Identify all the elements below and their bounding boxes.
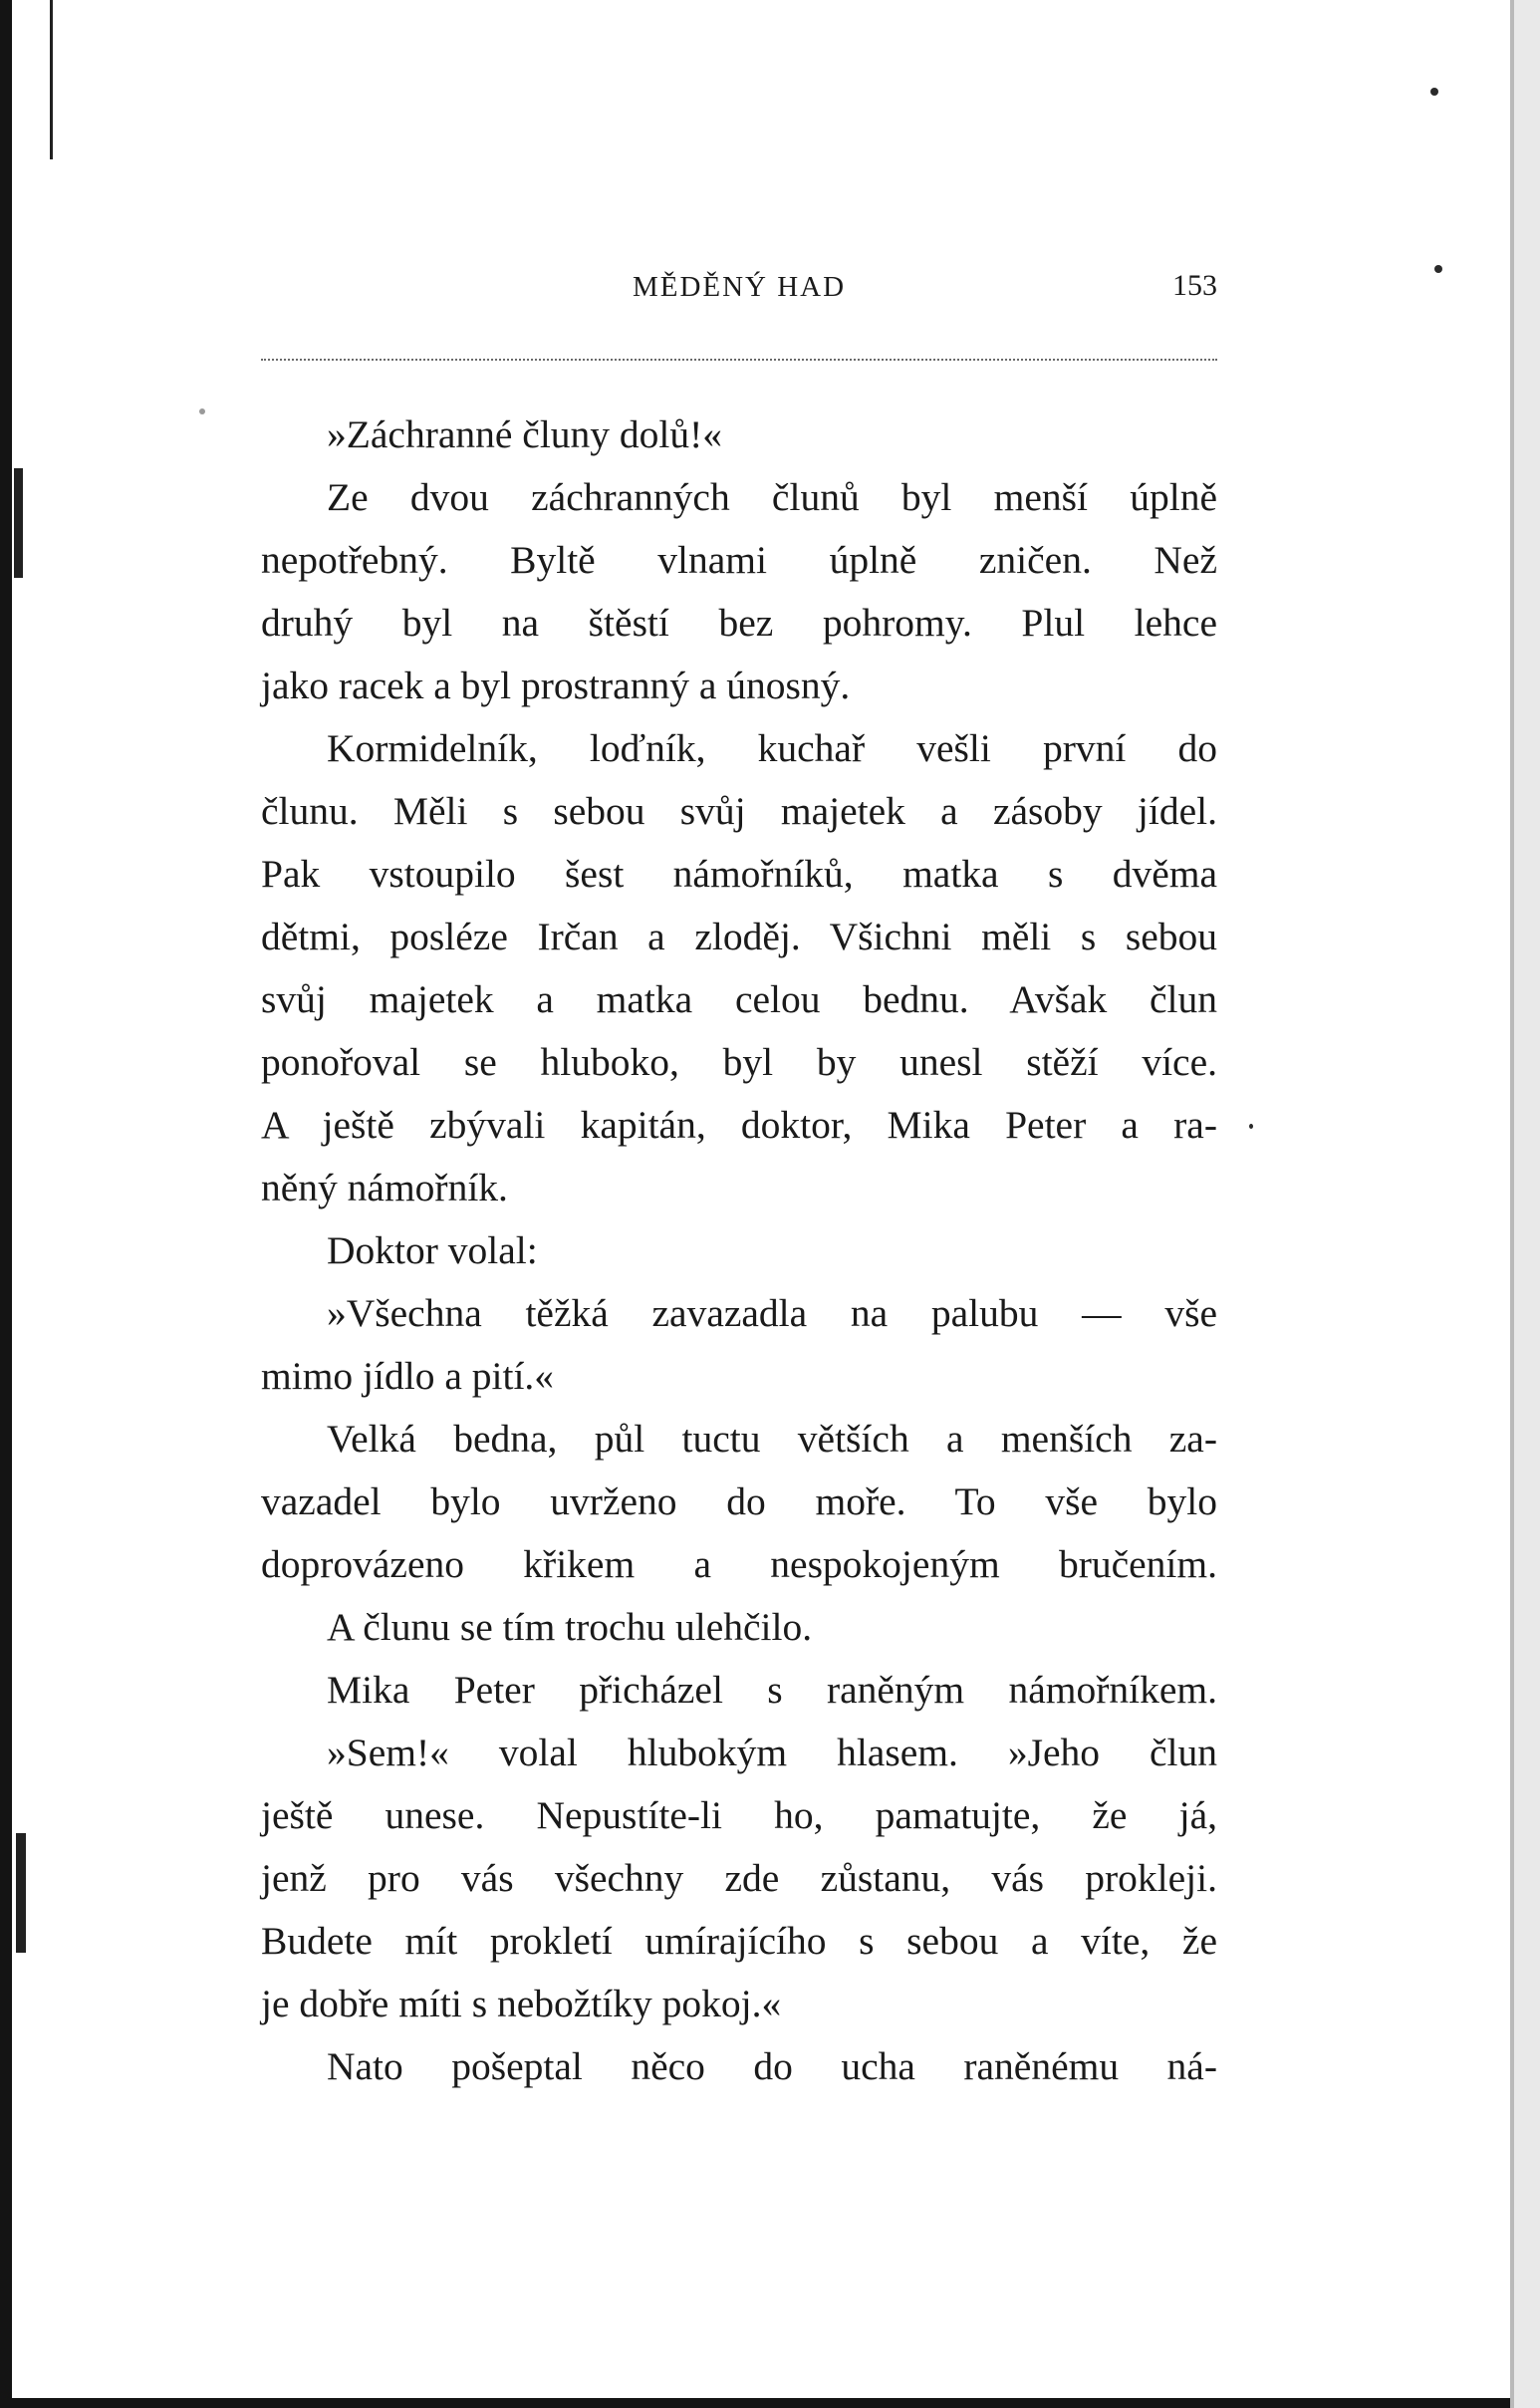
text-line: Nato pošeptal něco do ucha raněnému ná- bbox=[327, 2044, 1217, 2088]
text-line: Doktor volal: bbox=[327, 1228, 538, 1272]
binding-mark bbox=[16, 1833, 26, 1953]
text-line: doprovázeno křikem a nespokojeným bručením. bbox=[261, 1542, 1217, 1586]
page-number: 153 bbox=[1172, 269, 1217, 302]
header-rule bbox=[261, 359, 1217, 361]
text-line: jenž pro vás všechny zde zůstanu, vás prokleji. bbox=[261, 1856, 1217, 1900]
scan-speck bbox=[1430, 88, 1438, 96]
text-line: svůj majetek a matka celou bednu. Avšak člun bbox=[261, 977, 1217, 1021]
text-line: druhý byl na štěstí bez pohromy. Plul lehce bbox=[261, 601, 1217, 645]
running-head bbox=[261, 269, 1217, 309]
text-line: Velká bedna, půl tuctu větších a menších za- bbox=[327, 1417, 1217, 1461]
scan-edge-left bbox=[0, 0, 12, 2408]
book-page bbox=[261, 0, 1217, 2408]
text-line: ponořoval se hluboko, byl by unesl stěží více. bbox=[261, 1040, 1217, 1084]
binding-mark bbox=[14, 468, 23, 578]
text-line: Kormidelník, loďník, kuchař vešli první do bbox=[327, 726, 1217, 770]
scan-speck bbox=[199, 408, 205, 414]
text-line: je dobře míti s nebožtíky pokoj.« bbox=[261, 1982, 782, 2025]
text-line: mimo jídlo a pití.« bbox=[261, 1354, 555, 1398]
running-title: MĚDĚNÝ HAD bbox=[632, 271, 847, 303]
binding-mark bbox=[50, 0, 53, 159]
text-line: »Sem!« volal hlubokým hlasem. »Jeho člun bbox=[327, 1731, 1217, 1774]
text-line: Budete mít prokletí umírajícího s sebou a víte, že bbox=[261, 1919, 1217, 1963]
text-line: Ze dvou záchranných člunů byl menší úplně bbox=[327, 475, 1217, 519]
text-line: »Záchranné čluny dolů!« bbox=[327, 412, 723, 456]
scan-edge-right bbox=[1510, 0, 1540, 2408]
text-line: něný námořník. bbox=[261, 1166, 508, 1209]
scan-speck bbox=[1249, 1124, 1253, 1129]
text-line: člunu. Měli s sebou svůj majetek a zásoby jídel. bbox=[261, 789, 1217, 833]
text-line: nepotřebný. Byltě vlnami úplně zničen. Než bbox=[261, 538, 1217, 582]
text-line: jako racek a byl prostranný a únosný. bbox=[261, 664, 851, 707]
body-text bbox=[261, 403, 1217, 2098]
text-line: Mika Peter přicházel s raněným námořníkem. bbox=[327, 1668, 1217, 1712]
text-line: vazadel bylo uvrženo do moře. To vše bylo bbox=[261, 1479, 1217, 1523]
text-line: »Všechna těžká zavazadla na palubu — vše bbox=[327, 1291, 1217, 1335]
text-line: Pak vstoupilo šest námořníků, matka s dvěma bbox=[261, 852, 1217, 896]
text-line: A člunu se tím trochu ulehčilo. bbox=[327, 1605, 813, 1649]
scan-speck bbox=[1434, 265, 1442, 273]
text-line: ještě unese. Nepustíte-li ho, pamatujte, že já, bbox=[261, 1793, 1217, 1837]
text-line: dětmi, posléze Irčan a zloděj. Všichni měli s sebou bbox=[261, 915, 1217, 958]
text-line: A ještě zbývali kapitán, doktor, Mika Peter a ra- bbox=[261, 1103, 1217, 1147]
